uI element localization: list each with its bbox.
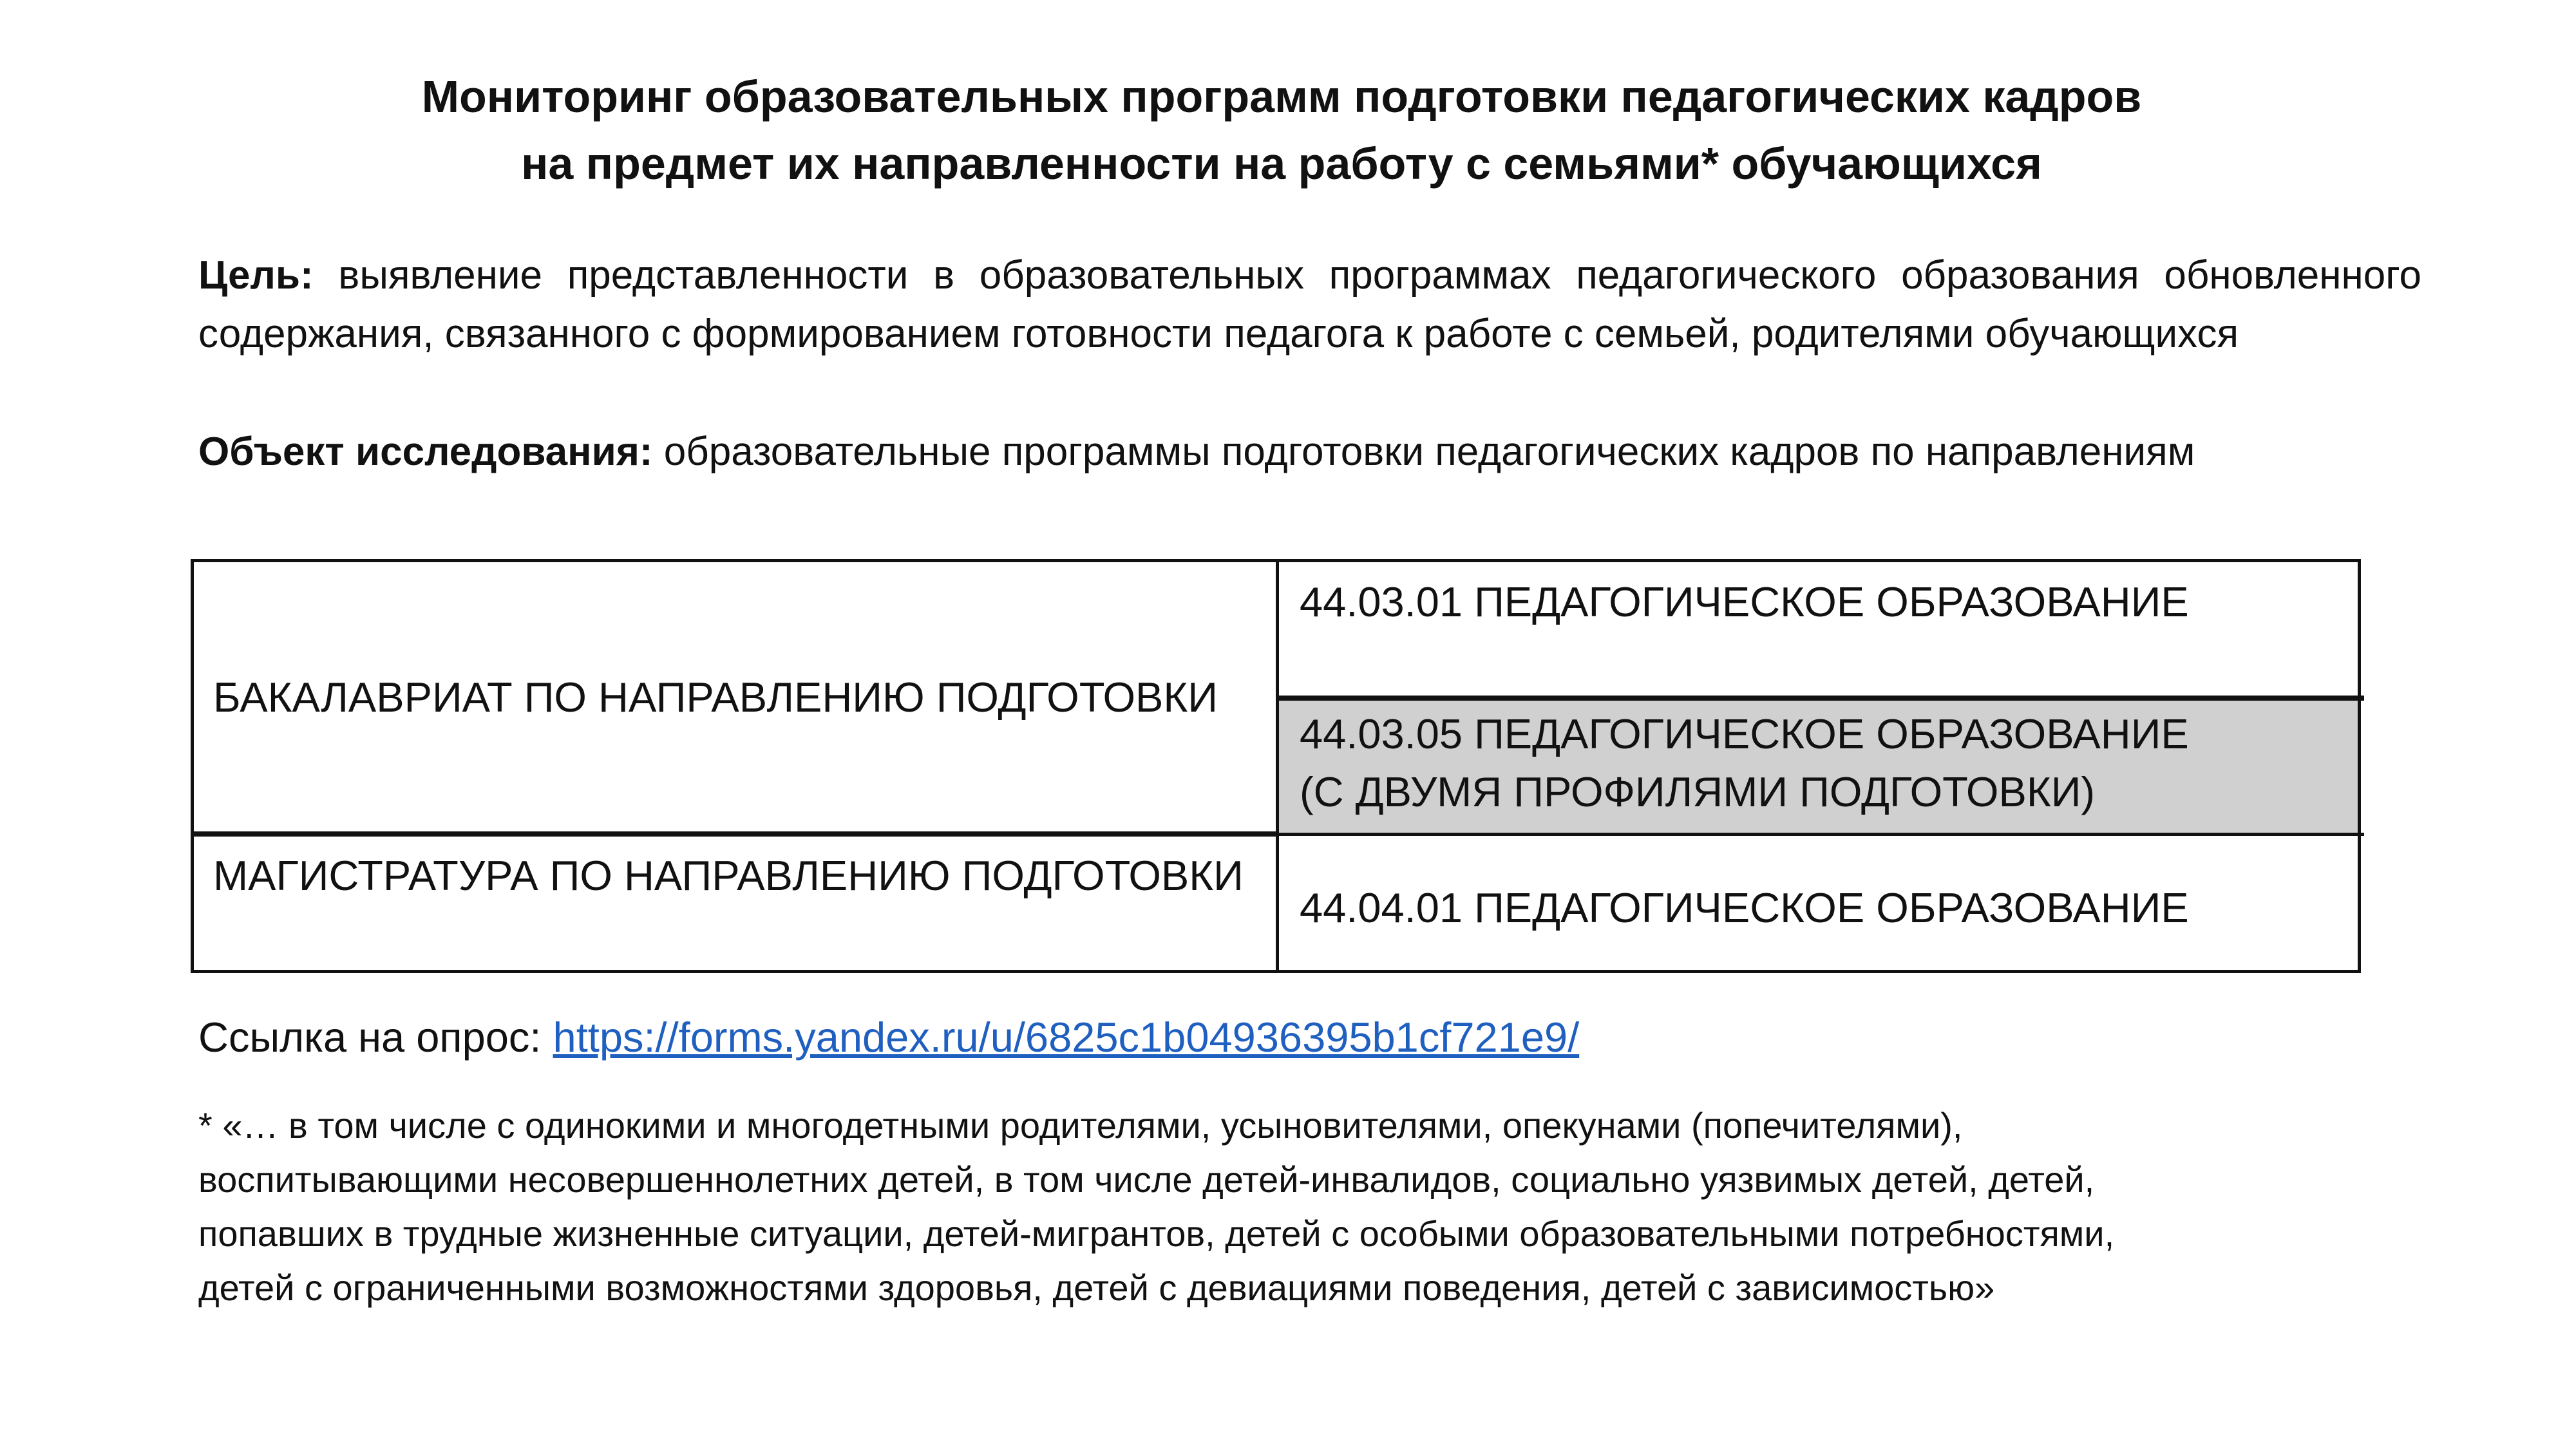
object-label: Объект исследования:: [198, 430, 653, 474]
program-44-03-01-cell: 44.03.01 ПЕДАГОГИЧЕСКОЕ ОБРАЗОВАНИЕ: [1300, 578, 2189, 625]
goal-paragraph: [198, 246, 2421, 363]
footnote-line-4: детей с ограниченными возможностями здоровья, детей с девиациями поведения, детей с зависимостью»: [198, 1267, 1995, 1308]
footnote-line-1: * «… в том числе с одинокими и многодетными родителями, усыновителями, опекунами (попечителями),: [198, 1105, 1963, 1146]
programs-table: [191, 559, 2361, 973]
table-divider-right-1: [1276, 696, 2364, 701]
object-paragraph: [198, 422, 2421, 481]
survey-line: [198, 1009, 1579, 1066]
title-line-1: Мониторинг образовательных программ подготовки педагогических кадров: [421, 71, 2142, 122]
object-text: образовательные программы подготовки педагогических кадров по направлениям: [663, 430, 2195, 474]
goal-label: Цель:: [198, 253, 314, 298]
master-cell: МАГИСТРАТУРА ПО НАПРАВЛЕНИЮ ПОДГОТОВКИ: [213, 852, 1244, 899]
title-line-2: на предмет их направленности на работу с семьями* обучающихся: [521, 138, 2042, 189]
program-44-04-01-cell: 44.04.01 ПЕДАГОГИЧЕСКОЕ ОБРАЗОВАНИЕ: [1300, 884, 2189, 931]
table-divider-left: [194, 831, 1279, 837]
footnote: [198, 1099, 2452, 1315]
goal-text: выявление представленности в образовательных программах педагогического образования обновленного содержания, связанного с формированием готовности педагога к работе с семьей, родителями обучающихся: [198, 253, 2421, 356]
footnote-line-3: попавших в трудные жизненные ситуации, детей-мигрантов, детей с особыми образовательными потребностями,: [198, 1213, 2115, 1254]
table-divider-right-2: [1276, 833, 2364, 836]
bachelor-cell: БАКАЛАВРИАТ ПО НАПРАВЛЕНИЮ ПОДГОТОВКИ: [213, 674, 1218, 721]
page-title: [0, 63, 2563, 197]
survey-link[interactable]: https://forms.yandex.ru/u/6825c1b04936395b1cf721e9/: [553, 1014, 1580, 1061]
program-44-03-05-line-2: (С ДВУМЯ ПРОФИЛЯМИ ПОДГОТОВКИ): [1300, 768, 2096, 815]
footnote-line-2: воспитывающими несовершеннолетних детей, в том числе детей-инвалидов, социально уязвимых детей, детей,: [198, 1159, 2095, 1200]
program-44-03-05-cell: [1300, 705, 2189, 821]
table-divider-vertical: [1276, 562, 1279, 970]
program-44-03-05-line-1: 44.03.05 ПЕДАГОГИЧЕСКОЕ ОБРАЗОВАНИЕ: [1300, 710, 2189, 757]
survey-label: Ссылка на опрос:: [198, 1014, 542, 1061]
